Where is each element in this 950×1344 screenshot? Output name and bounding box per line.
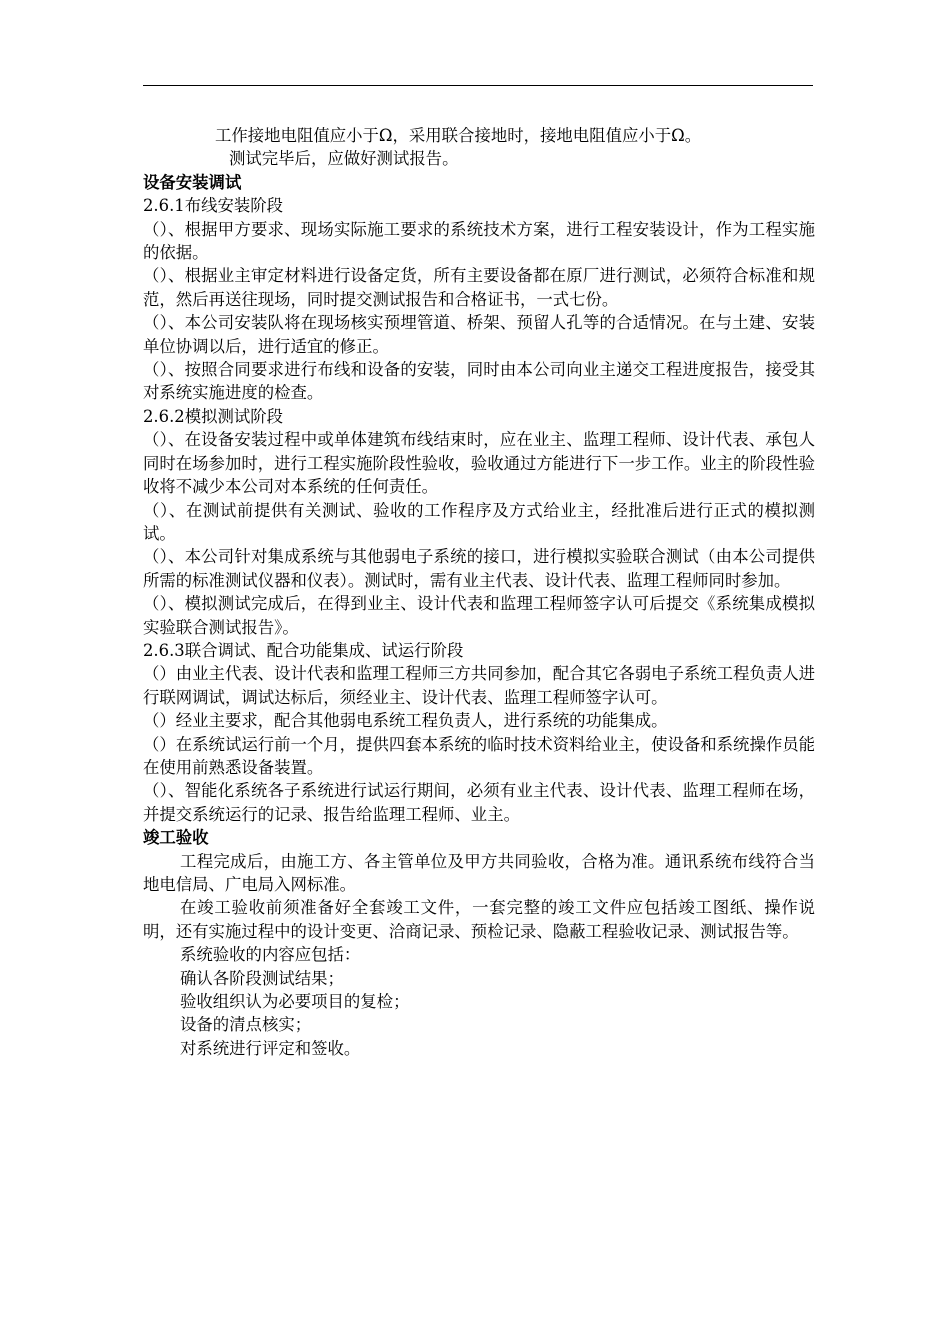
section-heading-acceptance: 竣工验收 xyxy=(143,828,209,848)
stage-title-1: 2.6.1布线安装阶段 xyxy=(143,196,284,216)
acceptance-paragraph-2: 在竣工验收前须准备好全套竣工文件，一套完整的竣工文件应包括竣工图纸、操作说明，还有实施过程中的设计变更、洽商记录、预检记录、隐蔽工程验收记录、测试报告等。 xyxy=(143,898,815,941)
stage2-item-3: （）、本公司针对集成系统与其他弱电子系统的接口，进行模拟实验联合测试（由本公司提供所需的标准测试仪器和仪表）。测试时，需有业主代表、设计代表、监理工程师同时参加。 xyxy=(143,547,815,590)
stage3-item-3: （）在系统试运行前一个月，提供四套本系统的临时技术资料给业主，使设备和系统操作员能在使用前熟悉设备装置。 xyxy=(143,734,816,777)
acceptance-list-item-1: 确认各阶段测试结果； xyxy=(180,968,344,988)
stage1-item-2: （）、根据业主审定材料进行设备定货，所有主要设备都在原厂进行测试，必须符合标准和规范，然后再送往现场，同时提交测试报告和合格证书，一式七份。 xyxy=(143,266,815,309)
stage2-item-1: （）、在设备安装过程中或单体建筑布线结束时，应在业主、监理工程师、设计代表、承包人同时在场参加时，进行工程实施阶段性验收，验收通过方能进行下一步工作。业主的阶段性验收将不减少本公司对本系统的任何责任。 xyxy=(143,430,816,497)
stage-title-2: 2.6.2模拟测试阶段 xyxy=(143,406,284,426)
stage3-item-2: （）经业主要求，配合其他弱电系统工程负责人，进行系统的功能集成。 xyxy=(143,711,668,731)
stage1-item-4: （）、按照合同要求进行布线和设备的安装，同时由本公司向业主递交工程进度报告，接受其对系统实施进度的检查。 xyxy=(143,360,815,403)
header-rule xyxy=(143,85,813,86)
acceptance-list-item-4: 对系统进行评定和签收。 xyxy=(180,1038,361,1058)
stage1-item-1: （）、根据甲方要求、现场实际施工要求的系统技术方案，进行工程安装设计，作为工程实施的依据。 xyxy=(143,219,815,263)
document-body xyxy=(143,124,815,1060)
stage2-item-4: （）、模拟测试完成后，在得到业主、设计代表和监理工程师签字认可后提交《系统集成模拟实验联合测试报告》。 xyxy=(143,594,815,637)
acceptance-list-item-2: 验收组织认为必要项目的复检； xyxy=(180,992,410,1012)
section-heading-install: 设备安装调试 xyxy=(143,172,242,192)
stage2-item-2: （）、在测试前提供有关测试、验收的工作程序及方式给业主，经批准后进行正式的模拟测试。 xyxy=(143,500,815,543)
stage3-item-4: （）、智能化系统各子系统进行试运行期间，必须有业主代表、设计代表、监理工程师在场，并提交系统运行的记录、报告给监理工程师、业主。 xyxy=(143,781,815,824)
stage1-item-3: （）、本公司安装队将在现场核实预埋管道、桥架、预留人孔等的合适情况。在与土建、安装单位协调以后，进行适宜的修正。 xyxy=(143,313,815,356)
grounding-resistance-line: 工作接地电阻值应小于Ω，采用联合接地时，接地电阻值应小于Ω。 xyxy=(215,126,702,145)
stage3-item-1: （）由业主代表、设计代表和监理工程师三方共同参加，配合其它各弱电子系统工程负责人进行联网调试，调试达标后，须经业主、设计代表、监理工程师签字认可。 xyxy=(143,664,816,707)
acceptance-list-item-3: 设备的清点核实； xyxy=(180,1015,312,1035)
acceptance-paragraph-1: 工程完成后，由施工方、各主管单位及甲方共同验收，合格为准。通讯系统布线符合当地电信局、广电局入网标准。 xyxy=(143,851,815,894)
test-report-line: 测试完毕后，应做好测试报告。 xyxy=(229,149,459,169)
stage-title-3: 2.6.3联合调试、配合功能集成、试运行阶段 xyxy=(143,640,464,660)
acceptance-list-intro: 系统验收的内容应包括： xyxy=(180,945,361,965)
